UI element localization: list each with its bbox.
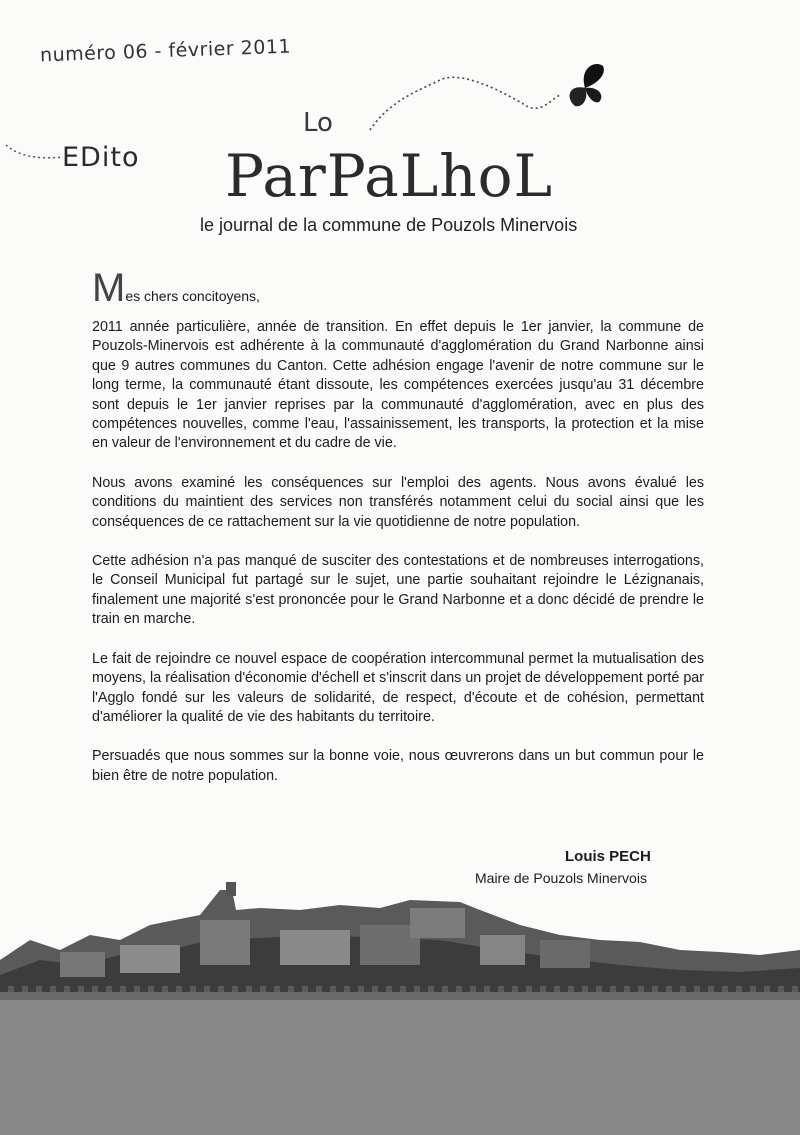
issue-number: numéro 06 - février 2011 — [39, 35, 292, 67]
paragraph: 2011 année particulière, année de transition. En effet depuis le 1er janvier, la commune de Pouzols-Minervois est adhérente à la communauté d'agglomération du Grand Narbonne ainsi que 9 autres communes du Canton. Cette adhésion engage l'avenir de notre commune sur le long terme, la communauté étant dissoute, les compétences exercées jusqu'au 31 décembre sont depuis le 1er janvier reprises par la communauté d'agglomération, avec en plus des compétences nouvelles, comme l'eau, l'assainissement, les transports, la protection et la mise en valeur de l'environnement et du cadre de vie. — [92, 319, 704, 452]
section-label: EDito — [62, 142, 140, 173]
letter-body — [92, 318, 704, 806]
drop-cap: M — [92, 266, 126, 310]
butterfly-icon — [360, 60, 630, 150]
village-photo — [0, 880, 800, 1135]
salutation-text: es chers concitoyens, — [125, 288, 260, 304]
paragraph: Nous avons examiné les conséquences sur l'emploi des agents. Nous avons évalué les conditions du maintient des services non transférés notamment celui du social ainsi que les conséquences de ce rattachement sur la vie quotidienne de notre population. — [92, 474, 704, 530]
paragraph: Persuadés que nous sommes sur la bonne voie, nous œuvrerons dans un but commun pour le bien être de notre population. — [92, 748, 704, 784]
logo-title: ParPaLhoL — [225, 142, 554, 210]
logo-prefix: Lo — [303, 108, 333, 138]
journal-subtitle: le journal de la commune de Pouzols Minervois — [200, 215, 578, 235]
paragraph: Cette adhésion n'a pas manqué de susciter des contestations et de nombreuses interrogations, le Conseil Municipal fut partagé sur le sujet, une partie souhaitant rejoindre le Lézignanais, finalement une majorité s'est prononcée pour le Grand Narbonne et a donc décidé de prendre le train en marche. — [92, 553, 704, 628]
salutation — [92, 266, 260, 311]
paragraph: Le fait de rejoindre ce nouvel espace de coopération intercommunal permet la mutualisation des moyens, la réalisation d'économie d'échell et s'inscrit dans un projet de développement porté par l'Agglo fondé sur les valeurs de solidarité, de respect, d'écoute et de cohésion, permettant d'améliorer la qualité de vie des habitants du territoire. — [92, 650, 704, 725]
signature-role: Maire de Pouzols Minervois — [475, 870, 647, 886]
signature-name: Louis PECH — [565, 848, 651, 865]
masthead-logo — [210, 60, 630, 230]
dotted-trail-icon — [4, 143, 64, 163]
